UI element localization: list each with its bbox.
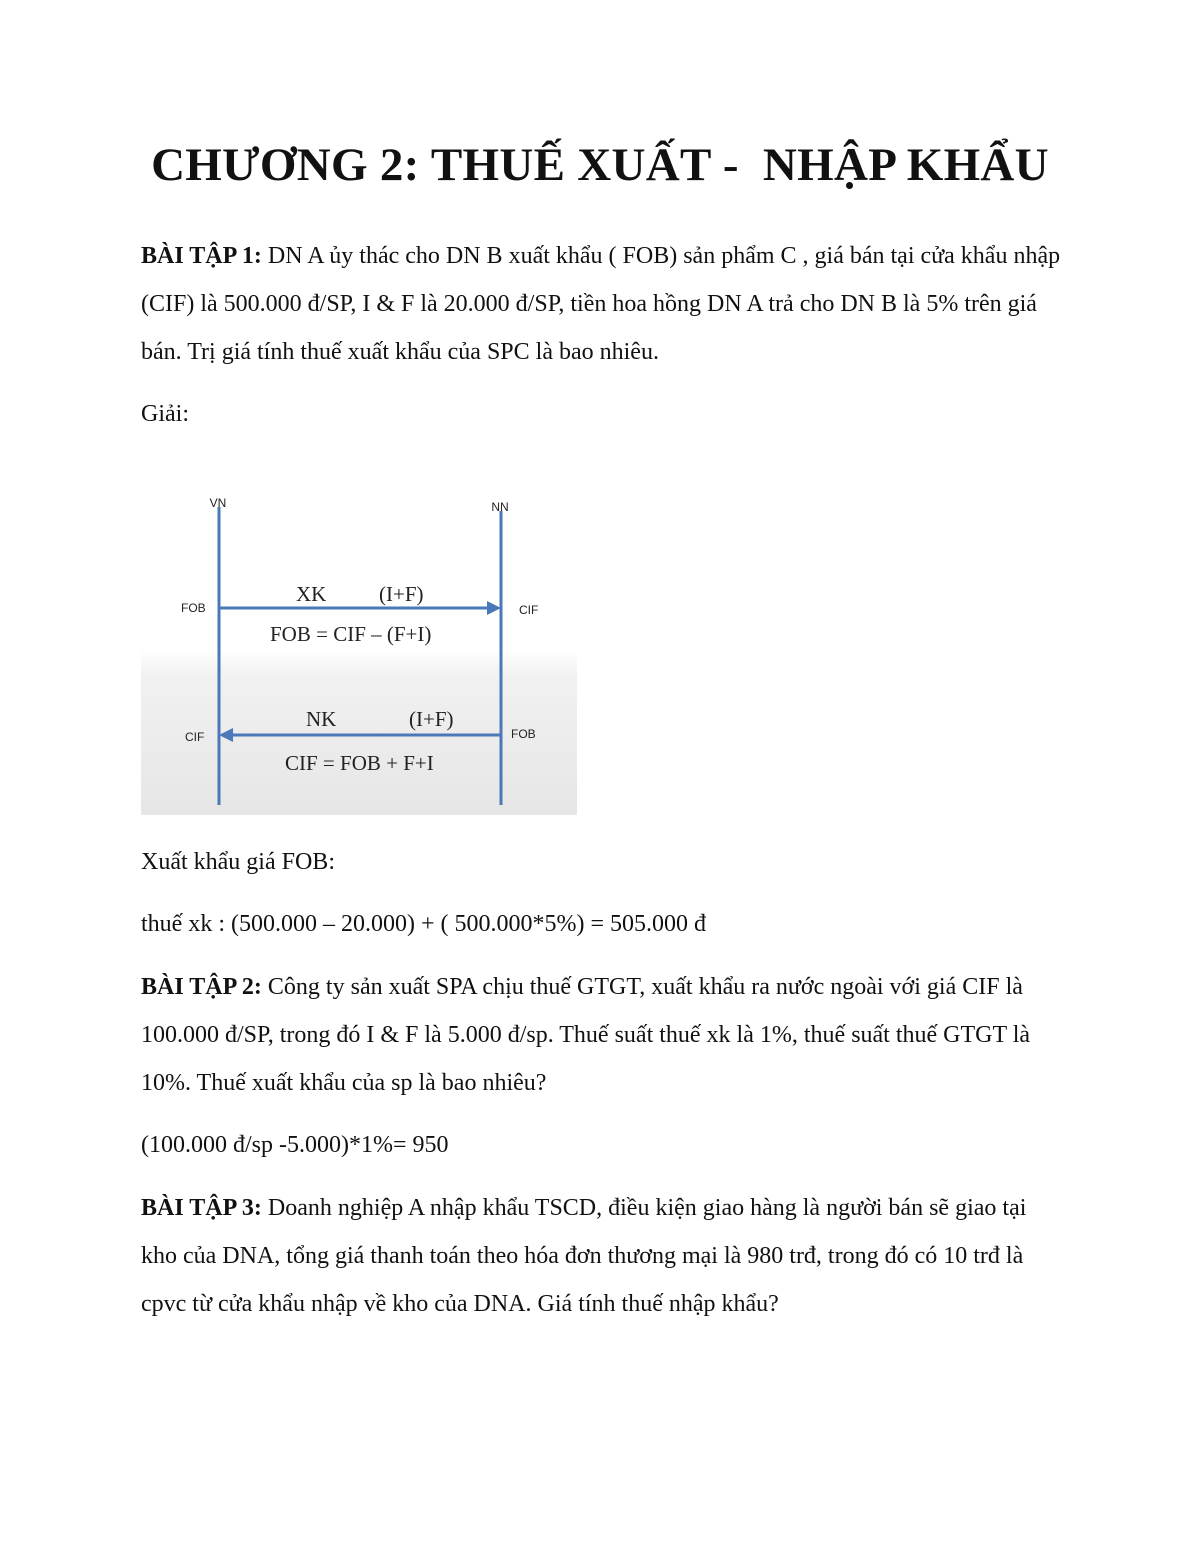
vn-axis-label: VN — [209, 496, 227, 510]
exercise-1-answer: thuế xk : (500.000 – 20.000) + ( 500.000*5%) = 505.000 đ — [141, 911, 707, 937]
import-formula: CIF = FOB + F+I — [285, 751, 434, 775]
exercise-2-text: Công ty sản xuất SPA chịu thuế GTGT, xuất khẩu ra nước ngoài với giá CIF là 100.000 đ/SP, trong đó I & F là 5.000 đ/sp. Thuế suất thuế xk là 1%, thuế suất thuế GTGT là 10%. Thuế xuất khẩu của sp là bao nhiêu? — [141, 974, 1031, 1096]
import-flow-label: NK — [306, 707, 337, 731]
export-flow-label: XK — [296, 582, 327, 606]
fob-cif-diagram — [141, 449, 577, 815]
exercise-1-text: DN A ủy thác cho DN B xuất khẩu ( FOB) sản phẩm C , giá bán tại cửa khẩu nhập (CIF) là 500.000 đ/SP, I & F là 20.000 đ/SP, tiền hoa hồng DN A trả cho DN B là 5% trên giá bán. Trị giá tính thuế xuất khẩu của SPC là bao nhiêu. — [141, 243, 1061, 365]
exercise-2-paragraph — [141, 963, 1061, 1107]
exercise-3-label: BÀI TẬP 3: — [141, 1195, 262, 1221]
export-left-label: FOB — [181, 601, 206, 615]
export-cost-label: (I+F) — [379, 582, 424, 606]
exercise-2-label: BÀI TẬP 2: — [141, 974, 262, 1000]
solution-label: Giải: — [141, 401, 189, 427]
import-right-label: FOB — [511, 727, 536, 741]
nn-axis-label: NN — [491, 500, 509, 514]
exercise-1-paragraph — [141, 232, 1061, 376]
import-cost-label: (I+F) — [409, 707, 454, 731]
exercise-3-text: Doanh nghiệp A nhập khẩu TSCD, điều kiện giao hàng là người bán sẽ giao tại kho của DNA, tổng giá thanh toán theo hóa đơn thương mại là 980 trđ, trong đó có 10 trđ là cpvc từ cửa khẩu nhập về kho của DNA. Giá tính thuế nhập khẩu? — [141, 1195, 1027, 1317]
exercise-2-answer: (100.000 đ/sp -5.000)*1%= 950 — [141, 1132, 449, 1158]
exercise-3-paragraph — [141, 1184, 1061, 1328]
import-left-label: CIF — [185, 730, 205, 744]
chapter-title: CHƯƠNG 2: THUẾ XUẤT - NHẬP KHẨU — [151, 139, 1049, 191]
exercise-1-label: BÀI TẬP 1: — [141, 243, 262, 269]
export-right-label: CIF — [519, 603, 539, 617]
answer-heading: Xuất khẩu giá FOB: — [141, 849, 335, 875]
export-formula: FOB = CIF – (F+I) — [270, 622, 432, 646]
